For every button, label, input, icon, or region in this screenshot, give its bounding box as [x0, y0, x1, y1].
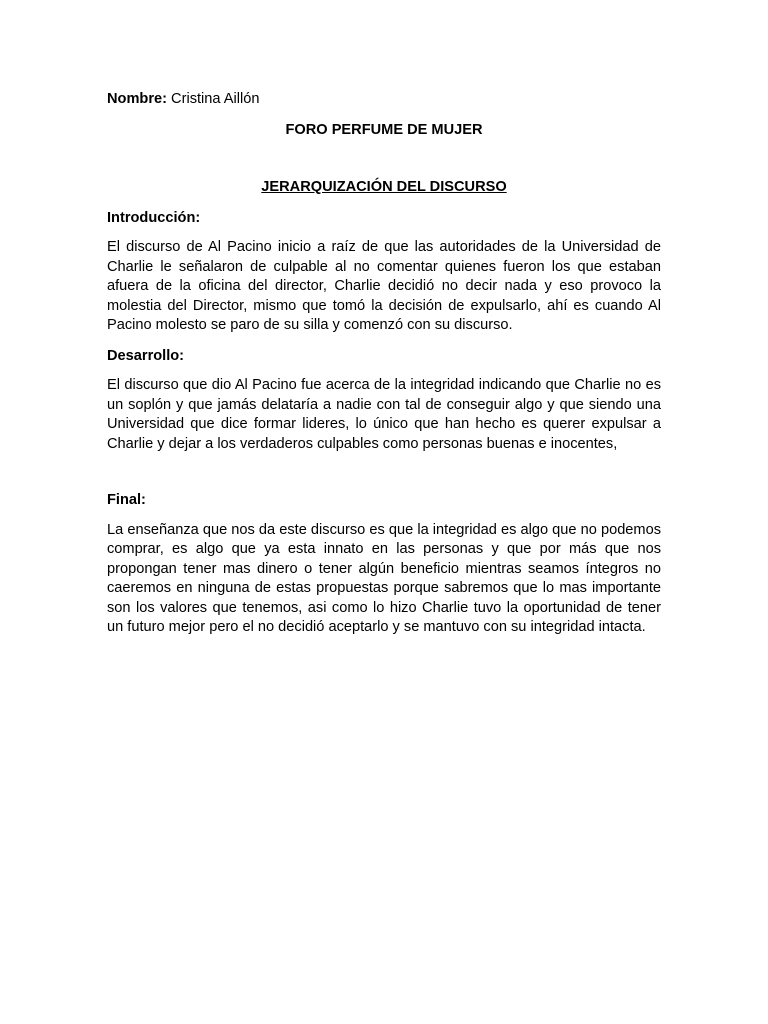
section-heading-development: Desarrollo: — [107, 347, 185, 364]
document-content — [107, 90, 661, 638]
section-heading-final: Final: — [107, 492, 146, 508]
section-body-introduction: El discurso de Al Pacino inicio a raíz de que las autoridades de la Universidad de Charlie le señalaron de culpable al no comentar quienes fueron los que estaban afuera de la oficina del director, Charlie decidió no decir nada y eso provoco la molestia del Director, mismo que tomó la decisión de expulsarlo, ahí es cuando Al Pacino molesto se paro de su silla y comenzó con su discurso. — [107, 239, 661, 333]
document-subtitle: JERARQUIZACIÓN DEL DISCURSO — [261, 179, 507, 195]
author-name: Cristina Aillón — [167, 91, 260, 107]
author-label: Nombre: — [107, 91, 167, 107]
document-title: FORO PERFUME DE MUJER — [285, 121, 483, 138]
section-body-development: El discurso que dio Al Pacino fue acerca de la integridad indicando que Charlie no es un soplón y que jamás delataría a nadie con tal de conseguir algo y que siendo una Universidad que dice formar lideres, lo único que han hecho es querer expulsar a Charlie y dejar a los verdaderos culpables como personas buenas e inocentes, — [107, 377, 661, 452]
section-body-final: La enseñanza que nos da este discurso es que la integridad es algo que no podemos comprar, es algo que ya esta innato en las personas y que por más que nos propongan tener mas dinero o tener algún beneficio mientras seamos íntegros no caeremos en ninguna de estas propuestas porque sabremos que lo mas importante son los valores que tenemos, asi como lo hizo Charlie tuvo la oportunidad de tener un futuro mejor pero el no decidió aceptarlo y se mantuvo con su integridad intacta. — [107, 521, 661, 635]
section-heading-introduction: Introducción: — [107, 209, 201, 226]
author-line — [107, 90, 661, 110]
